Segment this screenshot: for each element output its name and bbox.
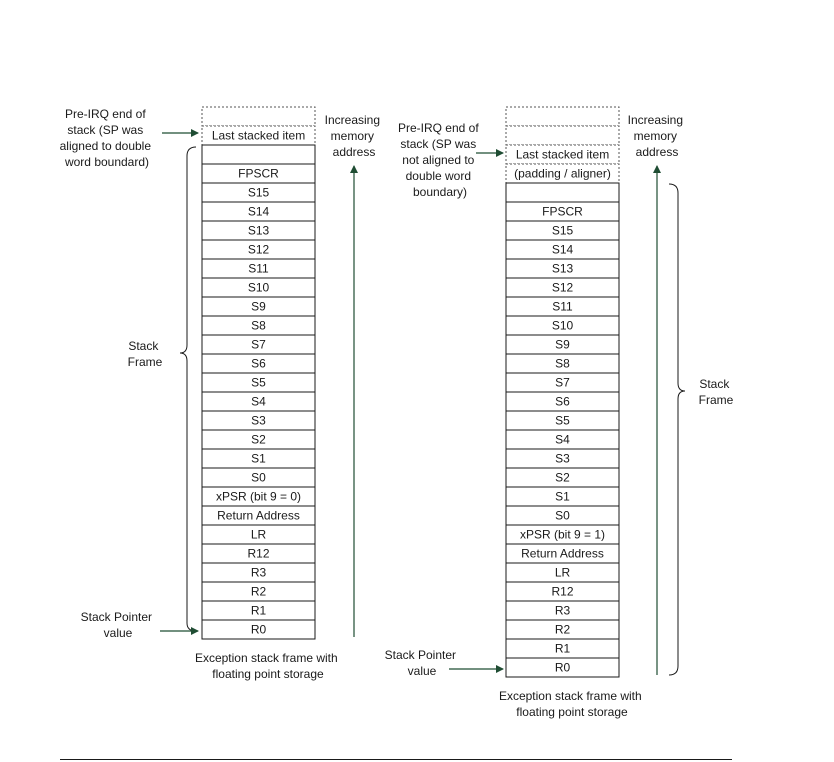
svg-text:S3: S3	[251, 413, 266, 428]
left-cell-s3	[202, 411, 315, 430]
svg-text:S5: S5	[251, 375, 266, 390]
right-cell-s15	[506, 221, 619, 240]
right-cell-s13	[506, 259, 619, 278]
left-stack-frame-brace	[180, 147, 196, 631]
svg-text:S15: S15	[551, 223, 574, 238]
svg-text:Last stacked item: Last stacked item	[515, 147, 610, 162]
right-cell-empty	[506, 126, 619, 145]
svg-text:R3: R3	[250, 565, 267, 580]
right-cell-s12	[506, 278, 619, 297]
right-stack-cells	[506, 107, 619, 677]
left-cell-s1	[202, 449, 315, 468]
right-cell-s3	[506, 449, 619, 468]
right-cell-s2	[506, 468, 619, 487]
left-cell-s15	[202, 183, 315, 202]
svg-text:Return Address: Return Address	[217, 508, 300, 523]
right-cell-s0	[506, 506, 619, 525]
left-cell-last-stacked-item	[202, 126, 315, 145]
svg-text:S11: S11	[248, 261, 269, 276]
svg-text:R12: R12	[551, 584, 574, 599]
left-cell-s0	[202, 468, 315, 487]
right-cell-r12	[506, 582, 619, 601]
left-cell-r1	[202, 601, 315, 620]
svg-text:S5: S5	[555, 413, 570, 428]
svg-text:R12: R12	[247, 546, 270, 561]
left-cell-s13	[202, 221, 315, 240]
left-stack-cells	[202, 107, 315, 639]
svg-text:S8: S8	[555, 356, 570, 371]
svg-text:S7: S7	[251, 337, 266, 352]
svg-text:R0: R0	[250, 622, 267, 637]
svg-text:S13: S13	[247, 223, 270, 238]
svg-text:S3: S3	[555, 451, 570, 466]
left-cell-s6	[202, 354, 315, 373]
right-stack-pointer-label: Stack Pointer value	[384, 648, 457, 678]
svg-text:S10: S10	[247, 280, 270, 295]
svg-text:(padding / aligner): (padding / aligner)	[514, 166, 611, 181]
left-stack-diagram	[60, 107, 384, 681]
left-cell-s14	[202, 202, 315, 221]
right-cell-s1	[506, 487, 619, 506]
left-cell-s7	[202, 335, 315, 354]
right-cell-s7	[506, 373, 619, 392]
svg-text:S12: S12	[551, 280, 574, 295]
right-stack-diagram	[385, 107, 734, 719]
svg-text:S10: S10	[551, 318, 574, 333]
left-cell-s2	[202, 430, 315, 449]
left-cell-r0	[202, 620, 315, 639]
left-cell-s8	[202, 316, 315, 335]
svg-text:S8: S8	[251, 318, 266, 333]
svg-text:S7: S7	[555, 375, 570, 390]
svg-text:S4: S4	[555, 432, 570, 447]
left-cell-empty	[202, 145, 315, 164]
svg-text:xPSR (bit 9 = 1): xPSR (bit 9 = 1)	[519, 527, 606, 542]
right-cell-empty	[506, 183, 619, 202]
svg-text:S4: S4	[251, 394, 266, 409]
left-cell-s10	[202, 278, 315, 297]
svg-text:S14: S14	[551, 242, 574, 257]
svg-text:S9: S9	[555, 337, 570, 352]
right-cell-r0	[506, 658, 619, 677]
right-cell-xpsr-bit-9-1	[506, 525, 619, 544]
svg-text:Last stacked item: Last stacked item	[211, 128, 306, 143]
svg-text:S13: S13	[551, 261, 574, 276]
svg-text:xPSR (bit 9 = 0): xPSR (bit 9 = 0)	[215, 489, 302, 504]
svg-text:S2: S2	[251, 432, 266, 447]
svg-text:S1: S1	[251, 451, 266, 466]
svg-text:R0: R0	[554, 660, 571, 675]
svg-text:FPSCR: FPSCR	[542, 204, 583, 219]
right-stack-frame-brace	[669, 184, 685, 675]
right-cell-s11	[506, 297, 619, 316]
left-cell-fpscr	[202, 164, 315, 183]
right-cell-r3	[506, 601, 619, 620]
svg-text:FPSCR: FPSCR	[238, 166, 279, 181]
left-cell-s4	[202, 392, 315, 411]
svg-text:S11: S11	[552, 299, 573, 314]
left-caption: Exception stack frame with floating point storage	[194, 651, 338, 681]
svg-text:R2: R2	[554, 622, 571, 637]
left-cell-r3	[202, 563, 315, 582]
left-cell-r2	[202, 582, 315, 601]
left-stack-frame-label: Stack Frame	[127, 339, 163, 369]
svg-text:S14: S14	[247, 204, 270, 219]
right-cell-s9	[506, 335, 619, 354]
left-cell-lr	[202, 525, 315, 544]
right-cell-r1	[506, 639, 619, 658]
left-cell-r12	[202, 544, 315, 563]
svg-text:S9: S9	[251, 299, 266, 314]
right-stack-frame-label: Stack Frame	[698, 377, 734, 407]
left-pre-irq-label: Pre-IRQ end of stack (SP was aligned to double word boundard)	[59, 107, 152, 169]
right-cell-s6	[506, 392, 619, 411]
svg-text:S2: S2	[555, 470, 570, 485]
right-cell-s5	[506, 411, 619, 430]
right-cell-s14	[506, 240, 619, 259]
left-cell-s11	[202, 259, 315, 278]
right-cell-padding-aligner	[506, 164, 619, 183]
right-cell-return-address	[506, 544, 619, 563]
svg-text:S1: S1	[555, 489, 570, 504]
right-cell-r2	[506, 620, 619, 639]
right-cell-s10	[506, 316, 619, 335]
right-cell-last-stacked-item	[506, 145, 619, 164]
svg-text:R2: R2	[250, 584, 267, 599]
left-stack-pointer-label: Stack Pointer value	[80, 610, 153, 640]
left-cell-empty	[202, 107, 315, 126]
svg-text:R3: R3	[554, 603, 571, 618]
svg-text:S6: S6	[251, 356, 266, 371]
left-cell-xpsr-bit-9-0	[202, 487, 315, 506]
svg-text:R1: R1	[554, 641, 571, 656]
left-cell-s12	[202, 240, 315, 259]
right-caption: Exception stack frame with floating point storage	[498, 689, 642, 719]
svg-text:S12: S12	[247, 242, 270, 257]
svg-text:LR: LR	[250, 527, 267, 542]
right-cell-s4	[506, 430, 619, 449]
svg-text:R1: R1	[250, 603, 267, 618]
right-cell-empty	[506, 107, 619, 126]
svg-text:S6: S6	[555, 394, 570, 409]
left-increasing-address-label: Increasing memory address	[324, 113, 381, 159]
svg-text:Return Address: Return Address	[521, 546, 604, 561]
svg-text:S0: S0	[251, 470, 266, 485]
svg-text:S0: S0	[555, 508, 570, 523]
right-cell-s8	[506, 354, 619, 373]
footer-rule	[60, 759, 732, 760]
svg-text:LR: LR	[554, 565, 571, 580]
right-pre-irq-label: Pre-IRQ end of stack (SP was not aligned to double word boundary)	[397, 121, 479, 199]
right-cell-lr	[506, 563, 619, 582]
right-cell-fpscr	[506, 202, 619, 221]
svg-text:S15: S15	[247, 185, 270, 200]
left-cell-s9	[202, 297, 315, 316]
left-cell-return-address	[202, 506, 315, 525]
right-increasing-address-label: Increasing memory address	[627, 113, 684, 159]
left-cell-s5	[202, 373, 315, 392]
